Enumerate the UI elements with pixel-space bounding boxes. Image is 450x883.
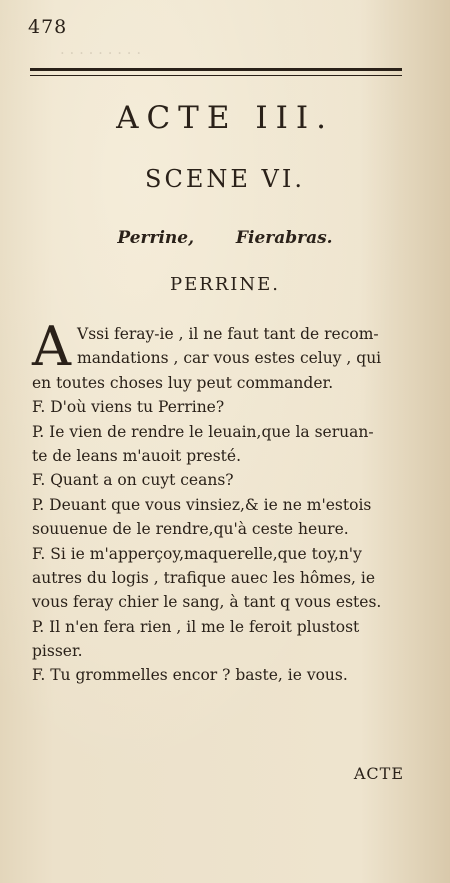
text-line: P. Il n'en fera rien , il me le feroit plustost bbox=[32, 617, 360, 636]
act-title: ACTE III. bbox=[116, 100, 334, 136]
text-line: Vssi feray-ie , il ne faut tant de recom- bbox=[77, 325, 379, 343]
header-rule bbox=[30, 68, 402, 71]
character-name: Fierabras. bbox=[235, 228, 333, 248]
character-name: Perrine, bbox=[117, 228, 194, 248]
drop-capital: A bbox=[32, 315, 71, 378]
header-rule-thin bbox=[30, 75, 402, 76]
text-line: en toutes choses luy peut commander. bbox=[32, 373, 334, 392]
text-line: P. Ie vien de rendre le leuain,que la seruan- bbox=[32, 422, 374, 441]
catchword: ACTE bbox=[353, 764, 404, 783]
text-line: vous feray chier le sang, à tant q vous estes. bbox=[32, 593, 382, 612]
text-line: F. Quant a on cuyt ceans? bbox=[32, 471, 234, 490]
scene-title: SCENE VI. bbox=[145, 165, 305, 193]
bleed-through-text: . . . . . . . . . bbox=[60, 40, 142, 58]
speaker-heading: PERRINE. bbox=[169, 274, 281, 295]
text-line: mandations , car vous estes celuy , qui bbox=[77, 349, 382, 368]
text-line: souuenue de le rendre,qu'à ceste heure. bbox=[32, 520, 349, 539]
text-line: F. Tu grommelles encor ? baste, ie vous. bbox=[32, 666, 348, 685]
text-line: F. Si ie m'apperçoy,maquerelle,que toy,n'y bbox=[32, 544, 362, 563]
text-line: P. Deuant que vous vinsiez,& ie ne m'estois bbox=[32, 495, 372, 514]
character-list bbox=[0, 228, 450, 248]
page-number: 478 bbox=[28, 16, 68, 38]
text-line: autres du logis , trafique auec les hômes, ie bbox=[32, 568, 376, 587]
text-line: pisser. bbox=[32, 642, 83, 661]
text-line: te de leans m'auoit presté. bbox=[32, 446, 242, 465]
text-line: F. D'où viens tu Perrine? bbox=[32, 398, 225, 417]
dialogue-text bbox=[32, 315, 410, 688]
